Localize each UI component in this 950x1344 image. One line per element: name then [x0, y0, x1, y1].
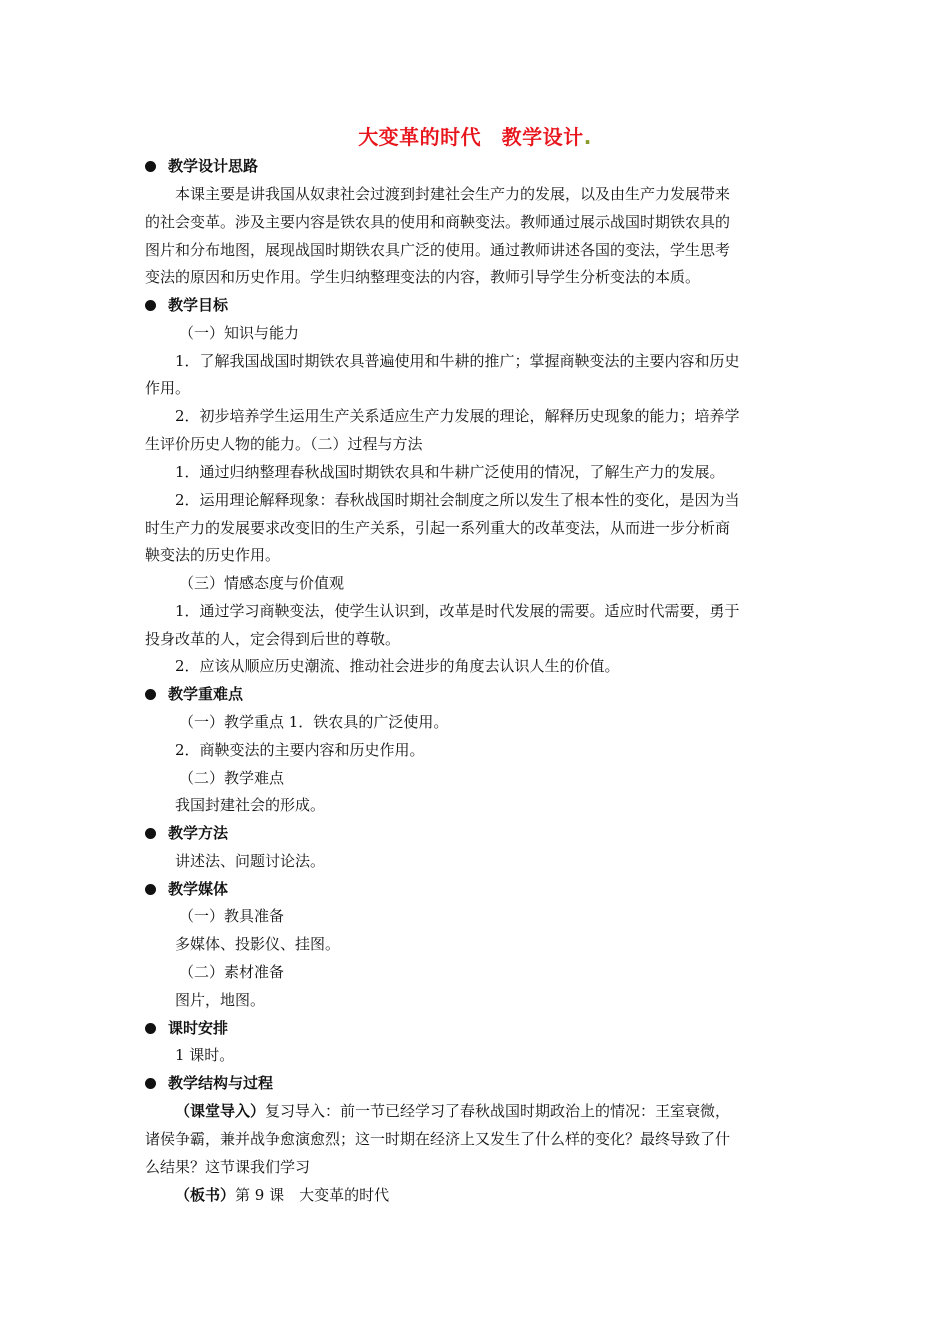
section-heading-media: 教学媒体 — [145, 875, 810, 903]
paragraph-line: （板书）第 9 课 大变革的时代 — [175, 1186, 390, 1204]
section-heading-process: 教学结构与过程 — [145, 1069, 810, 1097]
paragraph-line: 1．了解我国战国时期铁农具普遍使用和牛耕的推广；掌握商鞅变法的主要内容和历史 — [175, 352, 740, 370]
paragraph-line: 1 课时。 — [175, 1046, 235, 1064]
section-heading-method: 教学方法 — [145, 819, 810, 847]
paragraph-line: （二）教学难点 — [179, 769, 285, 787]
intro-label: （课堂导入） — [175, 1102, 266, 1120]
section-heading-keypoints: 教学重难点 — [145, 680, 810, 708]
paragraph-line: 图片和分布地图，展现战国时期铁农具广泛的使用。通过教师讲述各国的变法，学生思考 — [145, 241, 731, 259]
paragraph-line: 么结果？这节课我们学习 — [145, 1158, 311, 1176]
section-heading-goals: 教学目标 — [145, 291, 810, 319]
paragraph-line: （一）教具准备 — [179, 907, 285, 925]
paragraph-line: 讲述法、问题讨论法。 — [175, 852, 326, 870]
bullet-icon — [145, 1078, 156, 1089]
paragraph-line: 的社会变革。涉及主要内容是铁农具的使用和商鞅变法。教师通过展示战国时期铁农具的 — [145, 213, 731, 231]
paragraph-line: 生评价历史人物的能力。（二）过程与方法 — [145, 435, 423, 453]
paragraph-line: （一）教学重点 1．铁农具的广泛使用。 — [179, 713, 449, 731]
paragraph-line: 2．运用理论解释现象：春秋战国时期社会制度之所以发生了根本性的变化，是因为当 — [175, 491, 740, 509]
board-label: （板书） — [175, 1186, 236, 1204]
paragraph-line: 2．应该从顺应历史潮流、推动社会进步的角度去认识人生的价值。 — [175, 657, 620, 675]
paragraph-line: 1．通过归纳整理春秋战国时期铁农具和牛耕广泛使用的情况，了解生产力的发展。 — [175, 463, 725, 481]
paragraph-line: 多媒体、投影仪、挂图。 — [175, 935, 341, 953]
paragraph-line: （二）素材准备 — [179, 963, 285, 981]
paragraph-line: （一）知识与能力 — [179, 324, 300, 342]
bullet-icon — [145, 828, 156, 839]
paragraph-line: 2．商鞅变法的主要内容和历史作用。 — [175, 741, 425, 759]
paragraph-line: 我国封建社会的形成。 — [175, 796, 326, 814]
paragraph-line: 1．通过学习商鞅变法，使学生认识到，改革是时代发展的需要。适应时代需要，勇于 — [175, 602, 740, 620]
paragraph-line: 投身改革的人，定会得到后世的尊敬。 — [145, 630, 401, 648]
paragraph-line: 时生产力的发展要求改变旧的生产关系，引起一系列重大的改革变法，从而进一步分析商 — [145, 519, 731, 537]
bullet-icon — [145, 884, 156, 895]
bullet-icon — [145, 1023, 156, 1034]
paragraph-line: 变法的原因和历史作用。学生归纳整理变法的内容，教师引导学生分析变法的本质。 — [145, 268, 701, 286]
paragraph-line: 诸侯争霸，兼并战争愈演愈烈；这一时期在经济上又发生了什么样的变化？最终导致了什 — [145, 1130, 731, 1148]
bullet-icon — [145, 161, 156, 172]
document-title: 大变革的时代 教学设计. — [358, 125, 592, 149]
bullet-icon — [145, 300, 156, 311]
paragraph-line: 2．初步培养学生运用生产关系适应生产力发展的理论，解释历史现象的能力；培养学 — [175, 407, 740, 425]
paragraph-line: 本课主要是讲我国从奴隶社会过渡到封建社会生产力的发展，以及由生产力发展带来 — [175, 185, 731, 203]
paragraph-line: 作用。 — [145, 379, 191, 397]
bullet-icon — [145, 689, 156, 700]
section-heading-schedule: 课时安排 — [145, 1014, 810, 1042]
paragraph-line: （课堂导入）复习导入：前一节已经学习了春秋战国时期政治上的情况：王室衰微， — [175, 1102, 731, 1120]
paragraph-line: 图片，地图。 — [175, 991, 266, 1009]
paragraph-line: （三）情感态度与价值观 — [179, 574, 345, 592]
section-heading-design: 教学设计思路 — [145, 152, 810, 180]
paragraph-line: 鞅变法的历史作用。 — [145, 546, 281, 564]
